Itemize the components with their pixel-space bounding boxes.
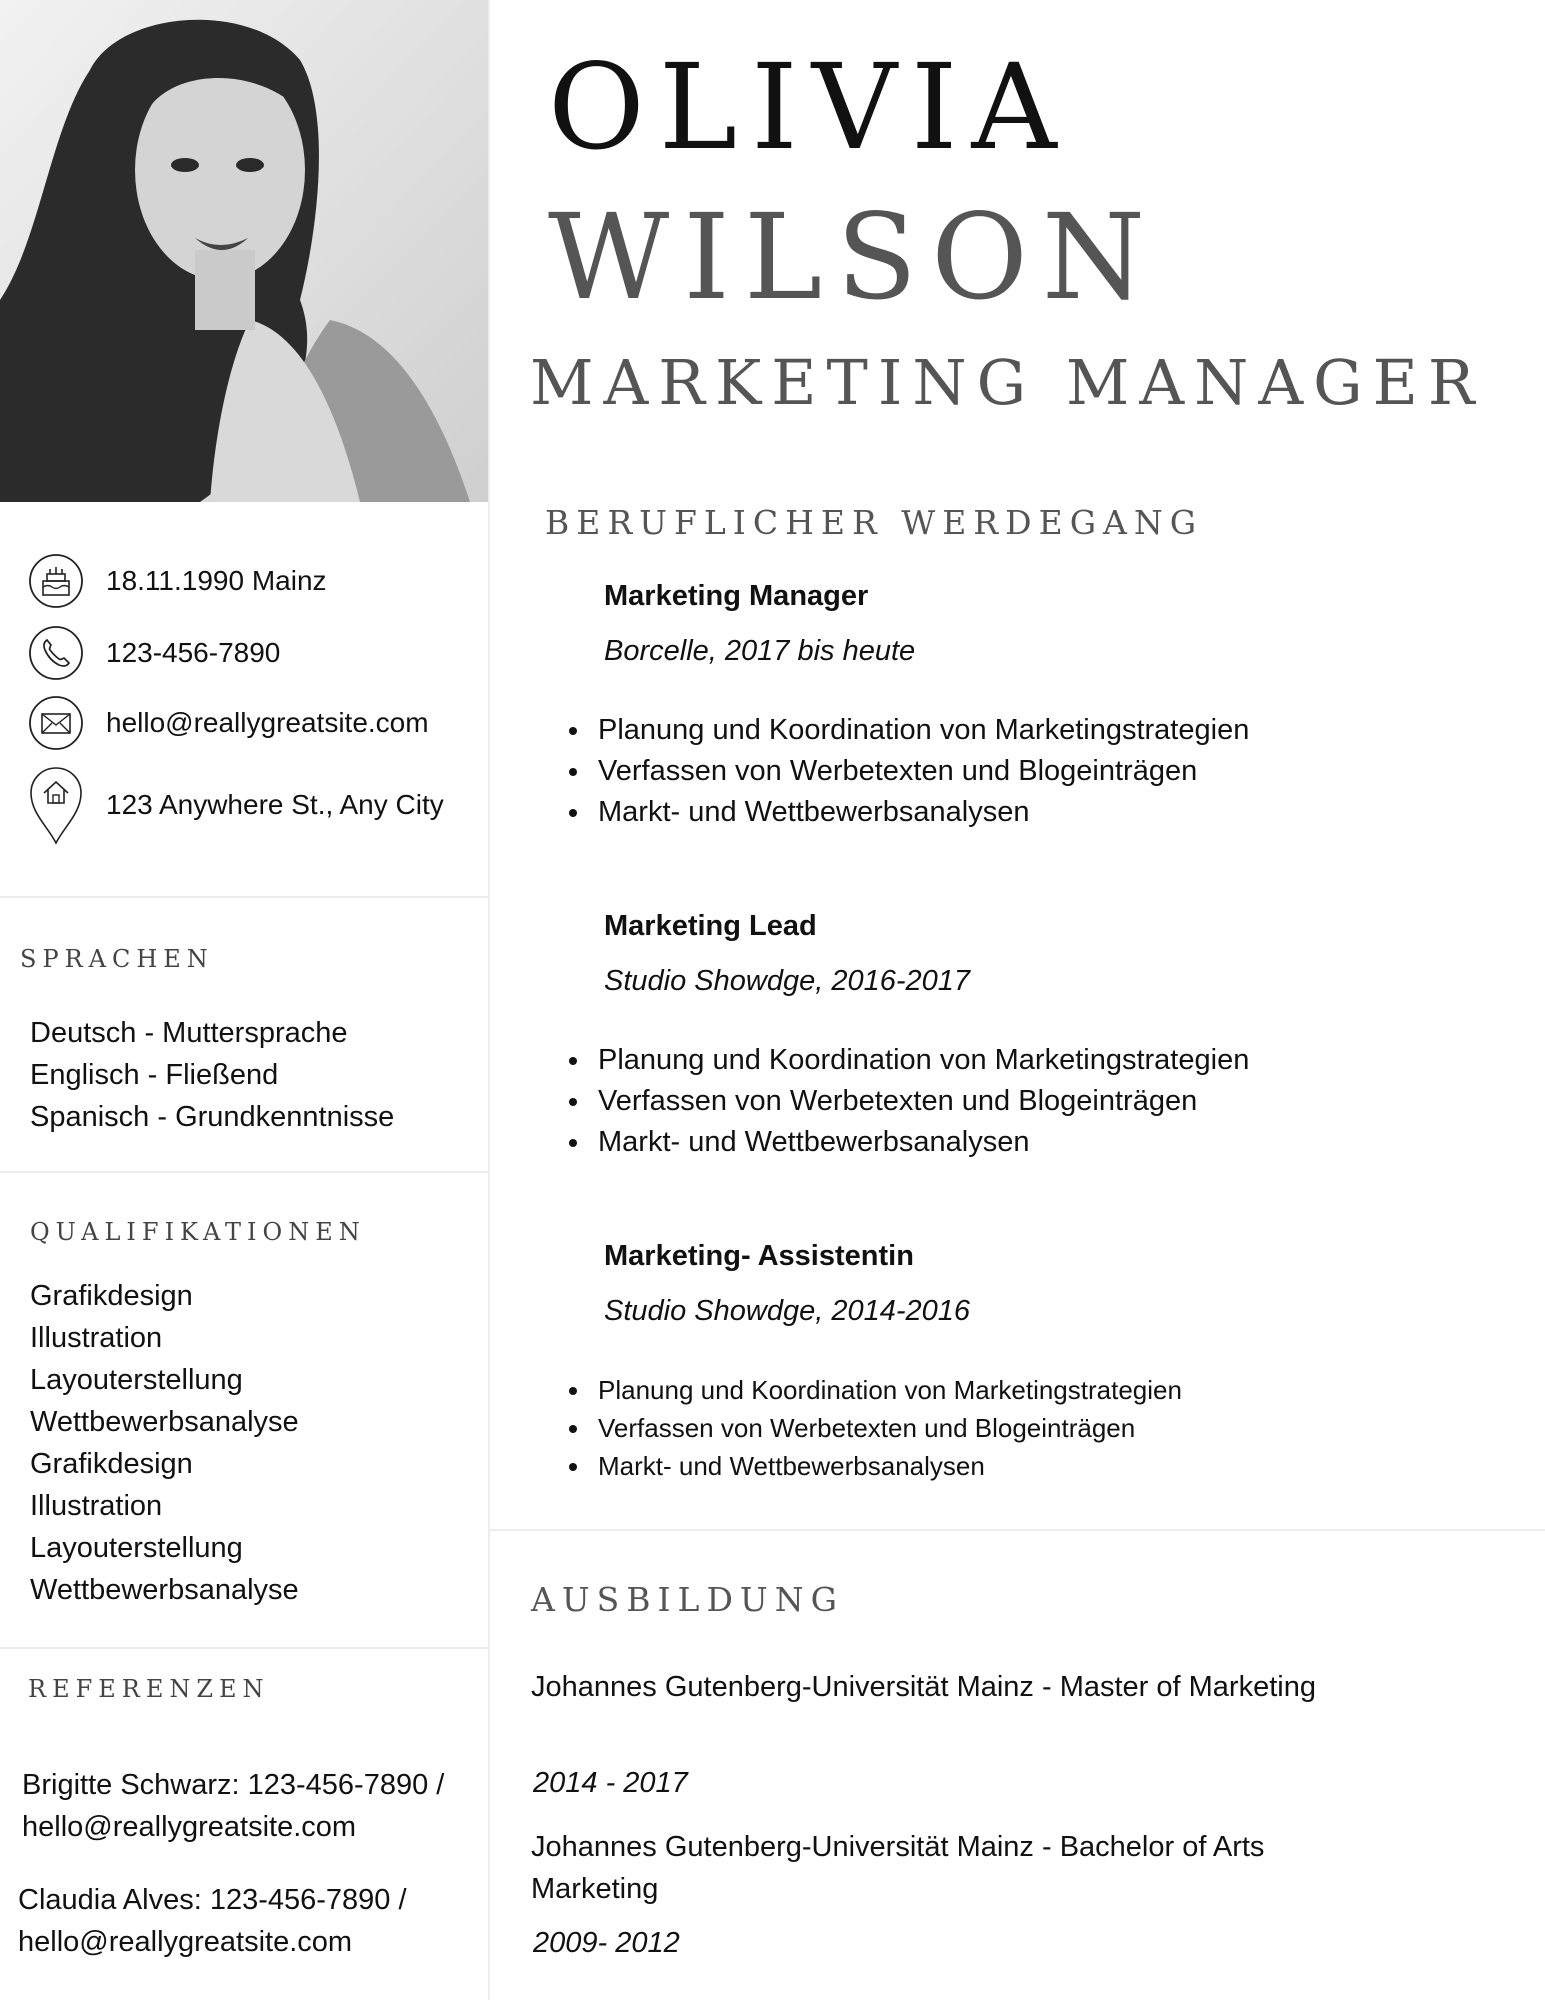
list-item: • Verfassen von Werbetexten und Blogeinträgen	[592, 1409, 1182, 1447]
column-divider	[488, 0, 490, 2000]
list-item: • Planung und Koordination von Marketingstrategien	[592, 1371, 1182, 1409]
sidebar-divider	[0, 896, 488, 898]
sidebar-divider	[0, 1647, 488, 1649]
birth-text: 18.11.1990 Mainz	[106, 565, 327, 596]
job-title: Marketing Lead	[604, 910, 817, 942]
reference-contact: Claudia Alves: 123-456-7890 /	[18, 1884, 407, 1916]
phone-text: 123-456-7890	[106, 637, 281, 668]
job-title: Marketing- Assistentin	[604, 1240, 914, 1272]
references-heading: REFERENZEN	[28, 1675, 270, 1703]
education-years: 2009- 2012	[533, 1927, 680, 1959]
job-bullets	[560, 1040, 1249, 1163]
job-company: Borcelle, 2017 bis heute	[604, 635, 916, 667]
education-degree: Johannes Gutenberg-Universität Mainz - Bachelor of Arts Marketing	[531, 1831, 1265, 1905]
list-item: Illustration	[30, 1322, 163, 1354]
list-item: • Markt- und Wettbewerbsanalysen	[592, 792, 1249, 833]
contact-email	[28, 693, 488, 753]
job-bullets	[560, 710, 1249, 833]
education-degree: Johannes Gutenberg-Universität Mainz - Master of Marketing	[531, 1671, 1316, 1703]
qualifications-list	[30, 1275, 299, 1611]
list-item: Layouterstellung	[30, 1532, 243, 1564]
list-item: • Verfassen von Werbetexten und Blogeinträgen	[592, 1081, 1249, 1122]
list-item: Layouterstellung	[30, 1364, 243, 1396]
reference-email: hello@reallygreatsite.com	[22, 1811, 357, 1843]
list-item: Deutsch - Muttersprache	[30, 1017, 348, 1049]
reference-item	[22, 1764, 444, 1848]
job-company: Studio Showdge, 2014-2016	[604, 1295, 971, 1327]
profile-photo	[0, 0, 488, 502]
email-text: hello@reallygreatsite.com	[106, 707, 429, 738]
list-item: • Markt- und Wettbewerbsanalysen	[592, 1447, 1182, 1485]
job-company: Studio Showdge, 2016-2017	[604, 965, 971, 997]
list-item: Illustration	[30, 1490, 163, 1522]
languages-heading: SPRACHEN	[20, 945, 214, 973]
list-item: • Planung und Koordination von Marketingstrategien	[592, 710, 1249, 751]
first-name: OLIVIA	[548, 38, 1071, 176]
last-name: WILSON	[548, 188, 1160, 326]
job-title: Marketing Manager	[604, 580, 869, 612]
reference-contact: Brigitte Schwarz: 123-456-7890 /	[22, 1769, 445, 1801]
list-item: Grafikdesign	[30, 1280, 193, 1312]
location-pin-icon	[28, 765, 84, 845]
languages-list	[30, 1012, 394, 1138]
list-item: Englisch - Fließend	[30, 1059, 279, 1091]
list-item: • Planung und Koordination von Marketingstrategien	[592, 1040, 1249, 1081]
qualifications-heading: QUALIFIKATIONEN	[30, 1218, 366, 1246]
list-item: • Markt- und Wettbewerbsanalysen	[592, 1122, 1249, 1163]
list-item: Wettbewerbsanalyse	[30, 1574, 299, 1606]
contact-address	[28, 765, 488, 845]
job-role: MARKETING MANAGER	[530, 346, 1485, 419]
list-item: • Verfassen von Werbetexten und Blogeinträgen	[592, 751, 1249, 792]
career-heading: BERUFLICHER WERDEGANG	[545, 503, 1204, 542]
education-heading: AUSBILDUNG	[531, 1580, 844, 1619]
contact-phone	[28, 623, 488, 683]
phone-icon	[28, 625, 84, 681]
address-text: 123 Anywhere St., Any City	[106, 789, 444, 820]
education-years: 2014 - 2017	[533, 1767, 688, 1799]
sidebar-divider	[0, 1171, 488, 1173]
envelope-icon	[28, 695, 84, 751]
job-bullets	[560, 1371, 1182, 1485]
list-item: Spanisch - Grundkenntnisse	[30, 1101, 395, 1133]
list-item: Grafikdesign	[30, 1448, 193, 1480]
birthday-cake-icon	[28, 553, 84, 609]
reference-item	[18, 1879, 407, 1963]
reference-email: hello@reallygreatsite.com	[18, 1926, 353, 1958]
contact-birth	[28, 551, 488, 611]
list-item: Wettbewerbsanalyse	[30, 1406, 299, 1438]
section-divider	[490, 1529, 1545, 1531]
